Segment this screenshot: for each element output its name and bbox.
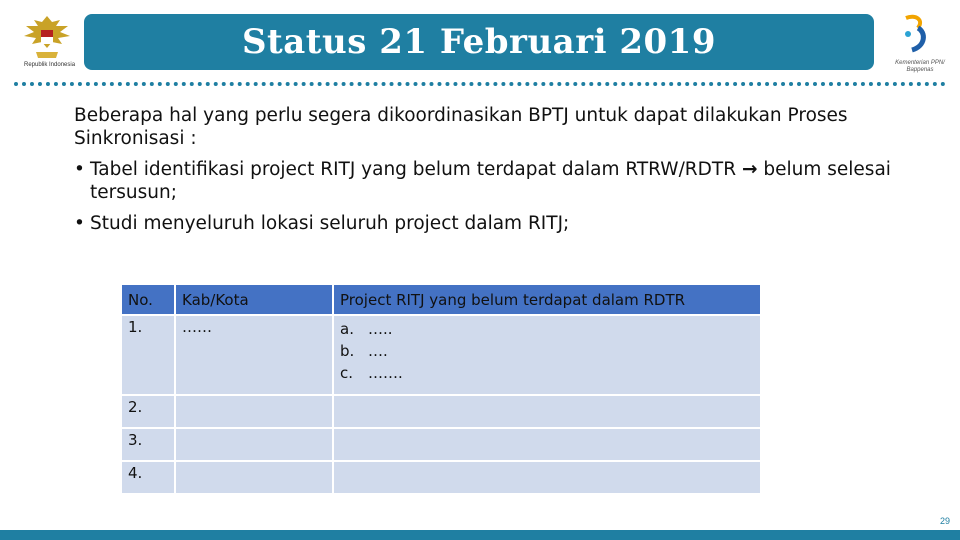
cell-project	[334, 429, 760, 460]
table-header-row	[122, 285, 760, 314]
cell-no: 4.	[122, 462, 174, 493]
cell-no: 1.	[122, 316, 174, 394]
cell-project	[334, 316, 760, 394]
cell-project	[334, 462, 760, 493]
bappenas-logo-icon	[902, 14, 928, 54]
page-number: 29	[939, 516, 950, 526]
header-project: Project RITJ yang belum terdapat dalam RDTR	[334, 285, 760, 314]
header-kab-kota: Kab/Kota	[176, 285, 332, 314]
project-item-value: …….	[368, 364, 403, 382]
project-item-value: …..	[368, 320, 393, 338]
project-item	[340, 362, 754, 384]
bullet-dot-icon: •	[74, 213, 85, 234]
cell-kab-kota: ……	[176, 316, 332, 394]
project-item-value: ….	[368, 342, 388, 360]
project-item	[340, 340, 754, 362]
bullet-dot-icon: •	[74, 159, 85, 180]
cell-no: 3.	[122, 429, 174, 460]
bullet-text-after-arrow: belum selesai tersusun;	[90, 159, 891, 203]
bullet-text: Studi menyeluruh lokasi seluruh project dalam RITJ;	[90, 213, 570, 234]
garuda-emblem-icon	[22, 12, 72, 64]
bottom-accent-bar	[0, 530, 960, 540]
ritj-table	[120, 283, 762, 495]
title-bar	[84, 14, 874, 70]
cell-kab-kota	[176, 429, 332, 460]
cell-kab-kota	[176, 396, 332, 427]
cell-project	[334, 396, 760, 427]
right-logo-caption-line2: Bappenas	[906, 67, 934, 73]
intro-paragraph: Beberapa hal yang perlu segera dikoordinasikan BPTJ untuk dapat dilakukan Proses Sinkronisasi :	[74, 105, 848, 149]
bullet-text	[90, 158, 904, 204]
right-logo-caption	[880, 60, 960, 74]
bullet-item	[74, 158, 904, 204]
bullet-text-before-arrow: Tabel identifikasi project RITJ yang belum terdapat dalam RTRW/RDTR	[90, 159, 737, 180]
slide-content	[74, 104, 904, 243]
table-row	[122, 316, 760, 394]
project-item-label: c.	[340, 364, 354, 382]
dotted-divider	[14, 82, 946, 86]
cell-no: 2.	[122, 396, 174, 427]
table-row	[122, 396, 760, 427]
right-logo-caption-line1: Kementerian PPN/	[895, 60, 945, 66]
bullet-item	[74, 212, 904, 235]
header-no: No.	[122, 285, 174, 314]
left-logo-caption: Republik Indonesia	[24, 62, 76, 68]
project-item-label: a.	[340, 320, 354, 338]
table-row	[122, 429, 760, 460]
project-item	[340, 318, 754, 340]
cell-kab-kota	[176, 462, 332, 493]
project-item-label: b.	[340, 342, 355, 360]
table-row	[122, 462, 760, 493]
arrow-right-icon: →	[741, 159, 758, 180]
slide-title: Status 21 Februari 2019	[242, 22, 716, 62]
